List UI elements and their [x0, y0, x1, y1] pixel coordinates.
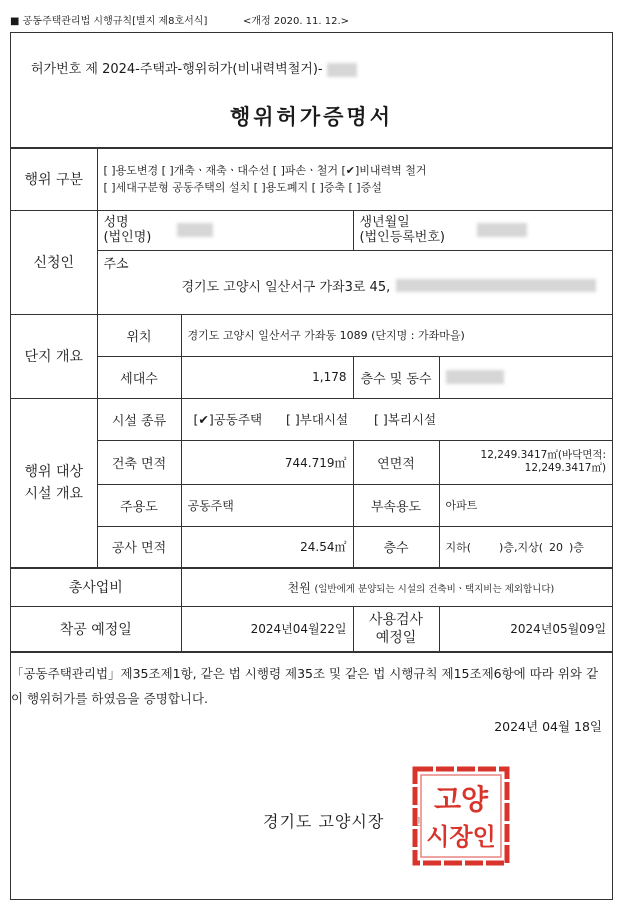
- seal-text-1: 고양: [433, 783, 489, 816]
- total-cost-note: (일반에게 분양되는 시설의 건축비ㆍ택지비는 제외합니다): [314, 583, 555, 595]
- floors-mid: )층,지상(: [499, 540, 544, 554]
- act-type-options: [97, 148, 612, 210]
- main-use-label: 주용도: [97, 484, 181, 526]
- facility-label-2: 시설 개요: [24, 485, 84, 502]
- permit-label: 허가번호: [31, 62, 82, 77]
- total-area-label: 연면적: [353, 440, 439, 484]
- inspection-label-2: 예정일: [375, 629, 417, 646]
- birth-label: 생년월일: [359, 215, 410, 230]
- start-date-label: 착공 예정일: [11, 606, 181, 652]
- work-area-value: 24.54㎡: [181, 526, 353, 568]
- inspection-date-label: [353, 606, 439, 652]
- address-value: 경기도 고양시 일산서구 가좌3로 45,: [181, 279, 391, 295]
- address-label: 주소: [103, 256, 129, 272]
- households-label: 세대수: [97, 356, 181, 398]
- permit-number-value: 제 2024-주택과-행위허가(비내력벽철거)-: [85, 62, 323, 77]
- redacted-address: [396, 279, 596, 292]
- act-type-label: 행위 구분: [11, 148, 97, 210]
- name-sublabel: (법인명): [103, 230, 152, 245]
- applicant-name-cell: [97, 210, 353, 250]
- document-title: 행위허가증명서: [229, 105, 393, 129]
- households-value: 1,178: [181, 356, 353, 398]
- floors-above: 20: [549, 540, 564, 554]
- redacted-floors: [446, 370, 504, 384]
- redacted-name: [177, 223, 213, 237]
- floors-label: 층수: [353, 526, 439, 568]
- floors-buildings-label: 층수 및 동수: [353, 356, 439, 398]
- name-label: 성명: [103, 215, 129, 230]
- building-area-value: 744.719㎡: [181, 440, 353, 484]
- official-seal: [411, 765, 511, 867]
- location-value: 경기도 고양시 일산서구 가좌동 1089 (단지명 : 가좌마을): [181, 314, 612, 356]
- inspection-label-1: 사용검사: [368, 611, 424, 628]
- sub-use-value: 아파트: [439, 484, 612, 526]
- facility-type-label: 시설 종류: [97, 398, 181, 440]
- act-type-line-1: [ ]용도변경 [ ]개축ㆍ재축ㆍ대수선 [ ]파손ㆍ철거 [✔]비내력벽 철거: [103, 164, 427, 178]
- revision-note: <개정 2020. 11. 12.>: [243, 16, 350, 27]
- total-cost-unit: 천원: [287, 580, 311, 595]
- seal-text-2: 시장인: [426, 823, 496, 851]
- facility-type-welfare: [ ]복리시설: [374, 412, 437, 427]
- redacted: [327, 63, 357, 77]
- building-area-label: 건축 면적: [97, 440, 181, 484]
- declaration-text: 「공동주택관리법」제35조제1항, 같은 법 시행령 제35조 및 같은 법 시행규칙 제15조제6항에 따라 위와 같이 행위허가를 하였음을 증명합니다.: [11, 666, 599, 706]
- facility-label: [11, 398, 97, 568]
- redacted-birth: [477, 223, 527, 237]
- inspection-date-value: 2024년05월09일: [439, 606, 612, 652]
- floors-basement: 지하(: [445, 540, 472, 554]
- total-area-value: [439, 440, 612, 484]
- applicant-address-cell: [97, 250, 612, 314]
- sub-use-label: 부속용도: [353, 484, 439, 526]
- location-label: 위치: [97, 314, 181, 356]
- total-cost-value: [181, 568, 612, 606]
- total-area-line-2: 12,249.3417㎡): [524, 462, 607, 474]
- applicant-birth-cell: [353, 210, 612, 250]
- facility-type-options: [181, 398, 612, 440]
- facility-type-ancillary: [ ]부대시설: [286, 412, 349, 427]
- issuer-name: 경기도 고양시장: [263, 812, 385, 831]
- birth-sublabel: (법인등록번호): [359, 230, 445, 245]
- facility-label-1: 행위 대상: [24, 463, 84, 480]
- certificate-form: [10, 32, 613, 900]
- start-date-value: 2024년04월22일: [181, 606, 353, 652]
- total-area-line-1: 12,249.3417㎡(바닥면적:: [480, 449, 607, 461]
- permit-details-table: [11, 147, 612, 653]
- floors-end: )층: [569, 540, 584, 554]
- main-use-value: 공동주택: [181, 484, 353, 526]
- permit-number: [31, 58, 357, 77]
- form-reference: ■ 공동주택관리법 시행규칙[별지 제8호서식]: [10, 16, 208, 27]
- facility-type-housing: [✔]공동주택: [193, 412, 263, 427]
- total-cost-label: 총사업비: [11, 568, 181, 606]
- issue-date: 2024년 04월 18일: [494, 719, 602, 734]
- applicant-label: 신청인: [11, 210, 97, 314]
- work-area-label: 공사 면적: [97, 526, 181, 568]
- act-type-line-2: [ ]세대구분형 공동주택의 설치 [ ]용도폐지 [ ]증축 [ ]증설: [103, 181, 382, 195]
- floors-value: [439, 526, 612, 568]
- floors-buildings-value: [439, 356, 612, 398]
- complex-label: 단지 개요: [11, 314, 97, 398]
- seal-mark: 인: [412, 818, 421, 828]
